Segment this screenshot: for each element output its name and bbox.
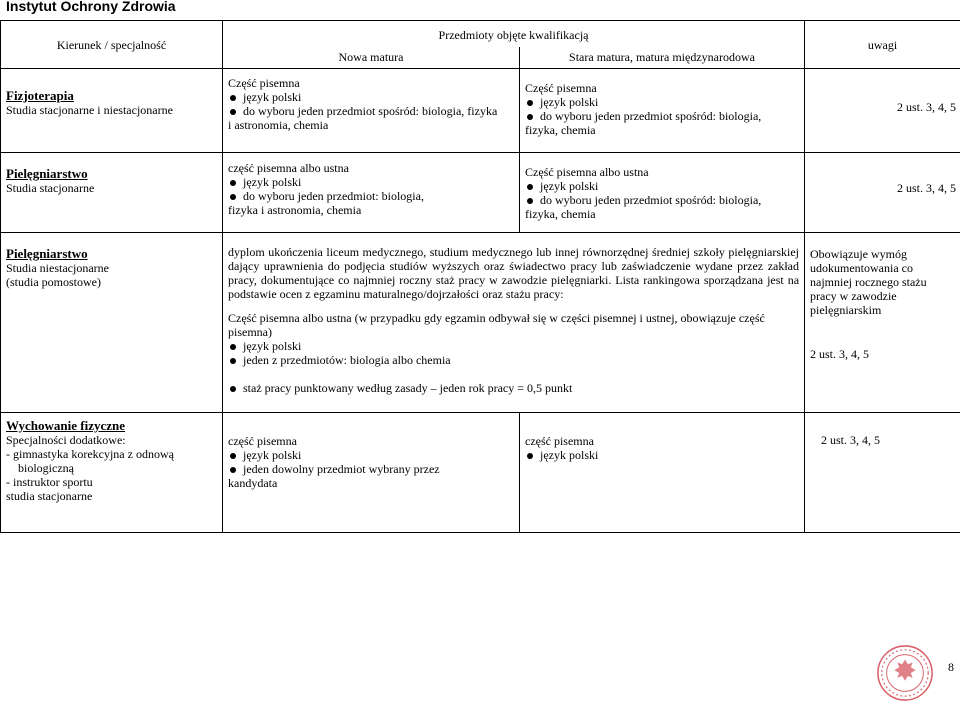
col-header-new-matura: Nowa matura bbox=[223, 47, 520, 69]
program-name: Wychowanie fizyczne bbox=[6, 418, 126, 433]
table-row bbox=[1, 413, 960, 533]
cell-tail: i astronomia, chemia bbox=[228, 118, 329, 132]
page-title: Instytut Ochrony Zdrowia bbox=[6, 0, 176, 14]
program-desc: - instruktor sportu bbox=[6, 475, 93, 489]
col-header-notes: uwagi bbox=[805, 21, 960, 69]
col-header-field: Kierunek / specjalność bbox=[1, 21, 223, 69]
list-item: jeden z przedmiotów: biologia albo chemia bbox=[228, 353, 799, 367]
list-item: do wyboru jeden przedmiot spośród: biologia, bbox=[525, 193, 799, 207]
program-desc: studia stacjonarne bbox=[6, 489, 93, 503]
list-item: język polski bbox=[525, 95, 799, 109]
cell-title: część pisemna bbox=[525, 434, 594, 448]
program-desc: Specjalności dodatkowe: bbox=[6, 433, 126, 447]
cell-title: Część pisemna bbox=[228, 76, 300, 90]
program-desc: (studia pomostowe) bbox=[6, 275, 101, 289]
cell-title: Część pisemna bbox=[525, 81, 597, 95]
legal-reference: 2 ust. 3, 4, 5 bbox=[810, 347, 870, 361]
list-item: staż pracy punktowany według zasady – jeden rok pracy = 0,5 punkt bbox=[228, 381, 799, 395]
cell-tail: fizyka, chemia bbox=[525, 207, 596, 221]
list-item: język polski bbox=[228, 448, 514, 462]
university-seal-icon bbox=[876, 644, 934, 702]
program-name: Pielęgniarstwo bbox=[6, 166, 88, 181]
program-desc: Studia niestacjonarne bbox=[6, 261, 109, 275]
cell-tail: fizyka i astronomia, chemia bbox=[228, 203, 362, 217]
program-desc: Studia stacjonarne bbox=[6, 181, 95, 195]
program-desc: biologiczną bbox=[18, 461, 74, 475]
list-item: język polski bbox=[228, 90, 514, 104]
requirements-paragraph: dyplom ukończenia liceum medycznego, studium medycznego lub innej równorzędnej średniej szkoły pielęgniarskiej dający uprawnienia do podjęcia studiów wyższych oraz świadectwo pracy lub zaświadczenie wydane przez zakład pracy, dokumentujące co najmniej roczny staż pracy w zawodzie pielęgniarki. Lista rankingowa sporządzana jest na podstawie ocen z egzaminu maturalnego/dojrzałości oraz stażu pracy: bbox=[228, 245, 800, 301]
requirements-paragraph: Część pisemna albo ustna (w przypadku gdy egzamin odbywał się w części pisemnej i ustnej, obowiązuje część pisemna) bbox=[228, 311, 765, 339]
note-text: Obowiązuje wymóg udokumentowania co najmniej rocznego stażu pracy w zawodzie pielęgniarskim bbox=[810, 247, 927, 317]
page-number: 8 bbox=[948, 660, 954, 674]
table-row bbox=[1, 69, 960, 153]
program-desc: - gimnastyka korekcyjna z odnową bbox=[6, 447, 174, 461]
list-item: do wyboru jeden przedmiot: biologia, bbox=[228, 189, 514, 203]
legal-reference: 2 ust. 3, 4, 5 bbox=[897, 181, 957, 195]
list-item: do wyboru jeden przedmiot spośród: biologia, bbox=[525, 109, 799, 123]
cell-title: część pisemna albo ustna bbox=[228, 161, 349, 175]
list-item: język polski bbox=[228, 175, 514, 189]
legal-reference: 2 ust. 3, 4, 5 bbox=[821, 433, 881, 447]
table-row bbox=[1, 153, 960, 233]
cell-tail: fizyka, chemia bbox=[525, 123, 596, 137]
list-item: język polski bbox=[525, 448, 799, 462]
cell-tail: kandydata bbox=[228, 476, 278, 490]
qualification-table bbox=[0, 20, 960, 533]
program-name: Pielęgniarstwo bbox=[6, 246, 88, 261]
list-item: język polski bbox=[228, 339, 799, 353]
list-item: język polski bbox=[525, 179, 799, 193]
list-item: do wyboru jeden przedmiot spośród: biologia, fizyka bbox=[228, 104, 514, 118]
cell-title: Część pisemna albo ustna bbox=[525, 165, 649, 179]
col-header-old-matura: Stara matura, matura międzynarodowa bbox=[520, 47, 805, 69]
table-row bbox=[1, 233, 960, 413]
program-desc: Studia stacjonarne i niestacjonarne bbox=[6, 103, 173, 117]
list-item: jeden dowolny przedmiot wybrany przez bbox=[228, 462, 514, 476]
cell-title: część pisemna bbox=[228, 434, 297, 448]
col-header-subjects: Przedmioty objęte kwalifikacją bbox=[223, 21, 805, 47]
legal-reference: 2 ust. 3, 4, 5 bbox=[897, 100, 957, 114]
program-name: Fizjoterapia bbox=[6, 88, 74, 103]
